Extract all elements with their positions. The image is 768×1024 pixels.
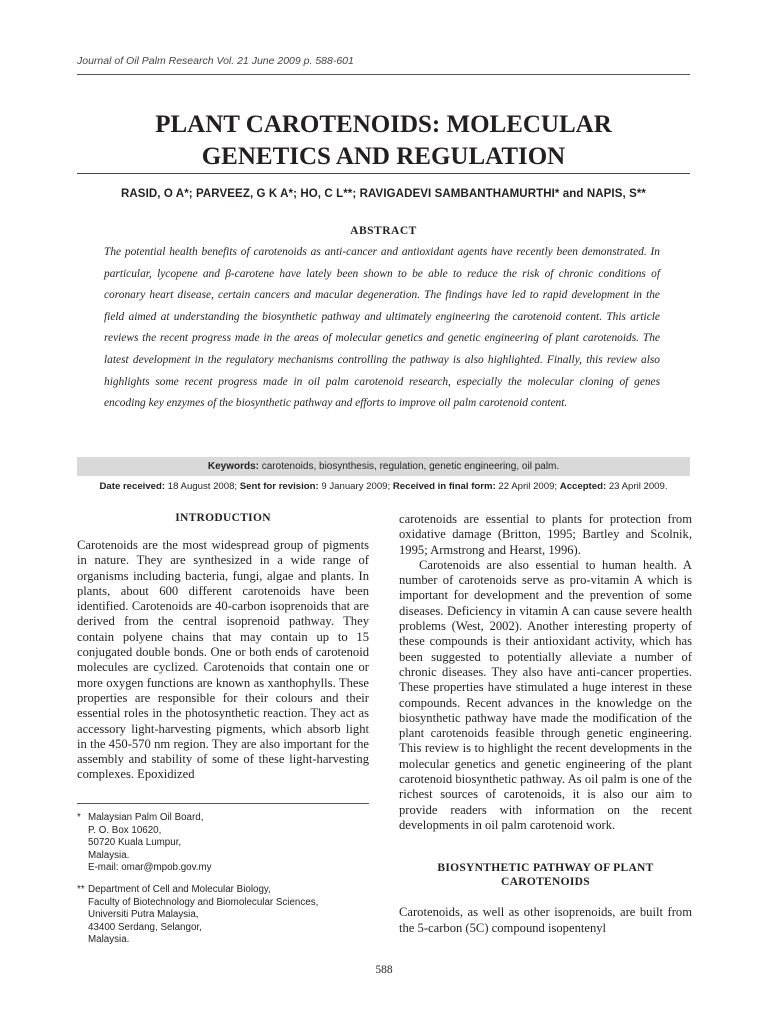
title-line-1: PLANT CAROTENOIDS: MOLECULAR (155, 111, 612, 138)
footnote-line: Malaysia. (88, 934, 130, 946)
title-line-2: GENETICS AND REGULATION (201, 143, 566, 170)
submission-dates (77, 481, 690, 492)
biosynthetic-heading-line-2: CAROTENOIDS (501, 876, 590, 889)
header-rule (77, 74, 690, 75)
date-revision: 9 January 2009; (321, 481, 391, 492)
introduction-continuation: carotenoids are essential to plants for protection from oxidative damage (Britton, 1995; Bartley and Scolnik, 1995; Armstrong and Hearst, 1996). (399, 512, 692, 557)
footnote-line: 50720 Kuala Lumpur, (88, 837, 182, 849)
footnote-line: Department of Cell and Molecular Biology, (88, 884, 271, 895)
date-revision-label: Sent for revision: (239, 481, 319, 492)
footnote-line: 43400 Serdang, Selangor, (88, 921, 202, 933)
right-column (399, 512, 692, 936)
footnote-line: Malaysian Palm Oil Board, (88, 812, 204, 823)
footnote-mark: * (77, 812, 81, 823)
biosynthetic-heading-line-1: BIOSYNTHETIC PATHWAY OF PLANT (437, 862, 654, 875)
footnote-affiliation-2 (77, 884, 318, 947)
date-final: 22 April 2009; (498, 481, 558, 492)
footnote-body (88, 884, 318, 947)
footnote-line: Universiti Putra Malaysia, (88, 909, 199, 921)
date-received-label: Date received: (99, 481, 166, 492)
footnote-body (88, 812, 212, 875)
footnote-line: P. O. Box 10620, (88, 824, 162, 836)
date-final-label: Received in final form: (392, 481, 496, 492)
footnote-mark: ** (77, 884, 85, 895)
page-number: 588 (375, 964, 393, 976)
footnote-rule (77, 803, 369, 804)
abstract-text: The potential health benefits of carotenoids as anti-cancer and antioxidant agents have recently been demonstrated. In particular, lycopene and β-carotene have lately been shown to be able to reduce the risk of chronic conditions of coronary heart disease, certain cancers and macular degeneration. The findings have led to rapid development in the field aimed at understanding the biosynthetic pathway and ultimately engineering the carotenoid content. This article reviews the recent progress made in the areas of molecular genetics and genetic engineering of plant carotenoids. The latest development in the regulatory mechanisms controlling the pathway is also highlighted. Finally, this review also highlights some recent progress made in oil palm carotenoid research, especially the molecular cloning of genes encoding key enzymes of the biosynthetic pathway and efforts to improve oil palm carotenoid content. (104, 246, 660, 410)
paper-title (77, 109, 690, 173)
journal-citation: Journal of Oil Palm Research Vol. 21 June 2009 p. 588-601 (77, 55, 354, 67)
introduction-paragraph-2: Carotenoids are also essential to human health. A number of carotenoids serve as pro-vitamin A which is important for development and the prevention of some diseases. Deficiency in vitamin A can cause severe health problems (West, 2002). Another interesting property of these compounds is their antioxidant activity, which has been suggested to potentially alleviate a number of chronic diseases. They also have anti-cancer properties. These properties have stimulated a huge interest in these compounds. Recent advances in the knowledge on the biosynthetic pathway have made the modification of the plant carotenoids feasible through genetic engineering. This review is to highlight the recent developments in the molecular genetics and genetic engineering of the plant carotenoid biosynthetic pathway. As oil palm is one of the richest sources of carotenoids, it is also our aim to provide readers with information on the recent developments in oil palm carotenoid work. (399, 557, 692, 832)
biosynthetic-paragraph-1: Carotenoids, as well as other isoprenoids, are built from the 5-carbon (5C) compound isopentenyl (399, 905, 692, 935)
abstract-heading: ABSTRACT (350, 225, 417, 237)
left-column (77, 512, 369, 783)
footnote-email: E-mail: omar@mpob.gov.my (88, 862, 212, 874)
author-list: RASID, O A*; PARVEEZ, G K A*; HO, C L**; RAVIGADEVI SAMBANTHAMURTHI* and NAPIS, S** (121, 188, 646, 200)
keywords-label: Keywords: (207, 461, 259, 472)
biosynthetic-heading (399, 861, 692, 889)
date-received: 18 August 2008; (167, 481, 238, 492)
footnote-line: Malaysia. (88, 849, 130, 861)
title-rule (77, 173, 690, 174)
footnote-line: Faculty of Biotechnology and Biomolecular Sciences, (88, 896, 319, 908)
introduction-paragraph-1: Carotenoids are the most widespread group of pigments in nature. They are synthesized in a wide range of organisms including bacteria, fungi, algae and plants. In plants, about 600 different carotenoids have been identified. Carotenoids are 40-carbon isoprenoids that are derived from the central isoprenoid pathway. They contain polyene chains that may contain up to 15 conjugated double bonds. One or both ends of carotenoid molecules are cyclized. Carotenoids that contain one or more oxygen functions are known as xanthophylls. These properties are responsible for their colours and their essential roles in the photosynthetic reaction. They act as accessory light-harvesting pigments, which absorb light in the 450-570 nm region. They are also important for the assembly and stability of some of these light-harvesting complexes. Epoxidized (77, 538, 369, 782)
date-accepted: 23 April 2009. (608, 481, 668, 492)
footnote-affiliation-1 (77, 812, 212, 875)
date-accepted-label: Accepted: (559, 481, 607, 492)
introduction-heading: INTRODUCTION (175, 512, 271, 524)
keywords-text: carotenoids, biosynthesis, regulation, genetic engineering, oil palm. (261, 461, 560, 472)
keywords-bar (77, 457, 690, 476)
